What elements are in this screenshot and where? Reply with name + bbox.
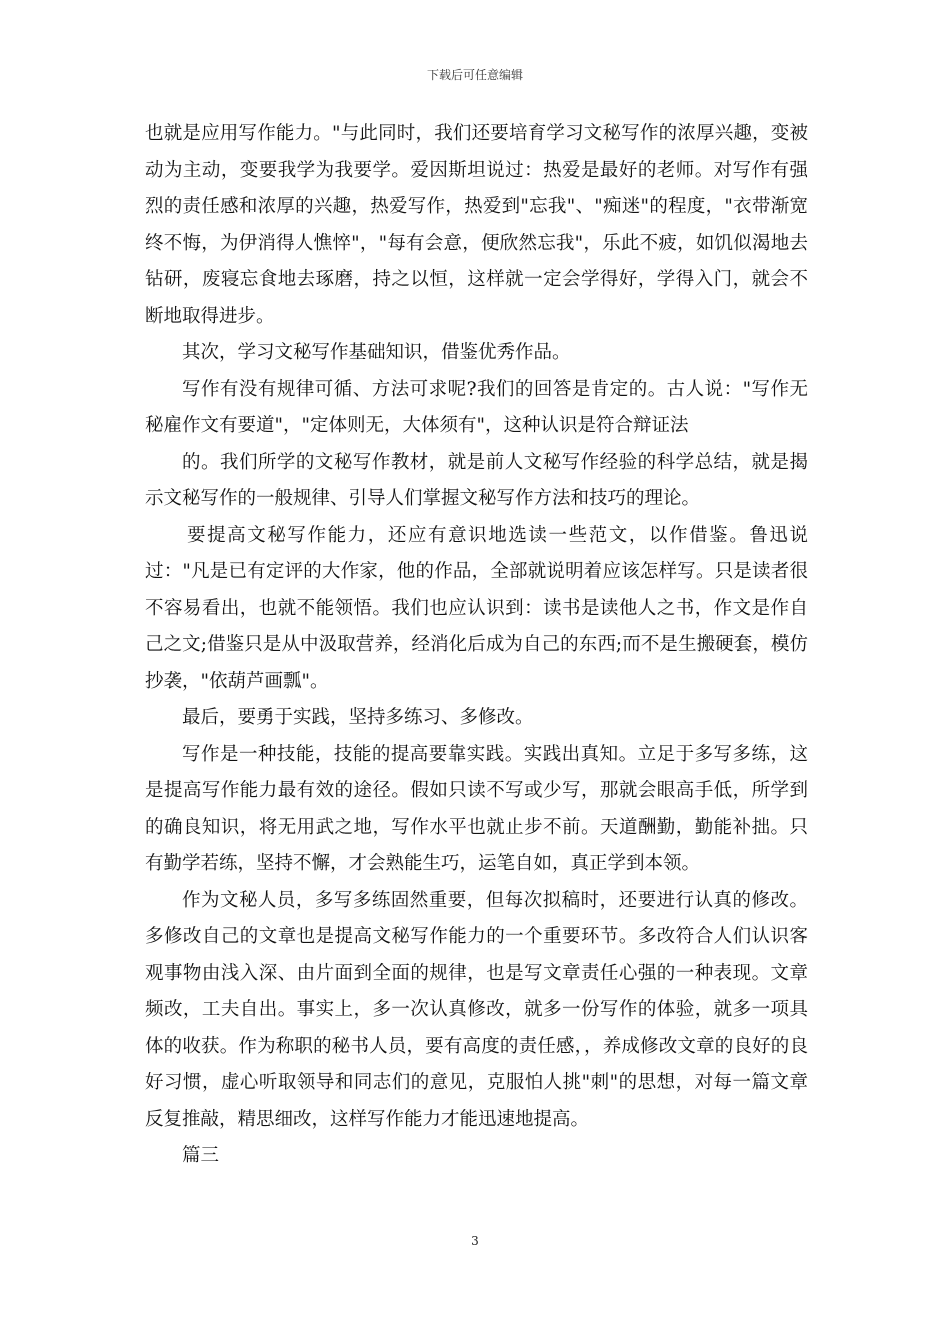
paragraph-6: 最后，要勇于实践，坚持多练习、多修改。 [182, 707, 534, 728]
page-number: 3 [471, 1234, 479, 1248]
paragraph-8: 作为文秘人员，多写多练固然重要，但每次拟稿时，还要进行认真的修改。多修改自己的文章也是提高文秘写作能力的一个重要环节。多改符合人们认识客观事物由浅入深、由片面到全面的规律，也是写文章责任心强的一种表现。文章频改，工夫自出。事实上，多一次认真修改，就多一份写作的体验，就多一项具体的收获。作为称职的秘书人员，要有高度的责任感，，养成修改文章的良好的良好习惯，虚心听取领导和同志们的意见，克服怕人挑"刺"的思想，对每一篇文章反复推敲，精思细改，这样写作能力才能迅速地提高。 [145, 889, 808, 1130]
paragraph-4: 的。我们所学的文秘写作教材，就是前人文秘写作经验的科学总结，就是揭示文秘写作的一般规律、引导人们掌握文秘写作方法和技巧的理论。 [145, 451, 808, 509]
paragraph-7: 写作是一种技能，技能的提高要靠实践。实践出真知。立足于多写多练，这是提高写作能力最有效的途径。假如只读不写或少写，那就会眼高手低，所学到的确良知识，将无用武之地，写作水平也就止步不前。天道酬勤，勤能补拙。只有勤学若练，坚持不懈，才会熟能生巧，运笔自如，真正学到本领。 [145, 743, 808, 874]
paragraph-9: 篇三 [182, 1145, 220, 1166]
paragraph-3: 写作有没有规律可循、方法可求呢?我们的回答是肯定的。古人说："写作无秘雇作文有要道"，"定体则无，大体须有"，这种认识是符合辩证法 [145, 378, 808, 436]
paragraph-5: 要提高文秘写作能力，还应有意识地选读一些范文，以作借鉴。鲁迅说过："凡是已有定评的大作家，他的作品，全部就说明着应该怎样写。只是读者很不容易看出，也就不能领悟。我们也应认识到：读书是读他人之书，作文是作自己之文;借鉴只是从中汲取营养，经消化后成为自己的东西;而不是生搬硬套，模仿抄袭，"依葫芦画瓢"。 [145, 524, 808, 692]
paragraph-2: 其次，学习文秘写作基础知识，借鉴优秀作品。 [182, 342, 571, 363]
paragraph-1: 也就是应用写作能力。"与此同时，我们还要培育学习文秘写作的浓厚兴趣，变被动为主动，变要我学为我要学。爱因斯坦说过：热爱是最好的老师。对写作有强烈的责任感和浓厚的兴趣，热爱写作，热爱到"忘我"、"痴迷"的程度，"衣带渐宽终不悔，为伊消得人憔悴"，"每有会意，便欣然忘我"，乐此不疲，如饥似渴地去钻研，废寝忘食地去琢磨，持之以恒，这样就一定会学得好，学得入门，就会不断地取得进步。 [145, 123, 808, 327]
document-body [145, 116, 808, 1175]
page-header: 下载后可任意编辑 [426, 68, 523, 82]
